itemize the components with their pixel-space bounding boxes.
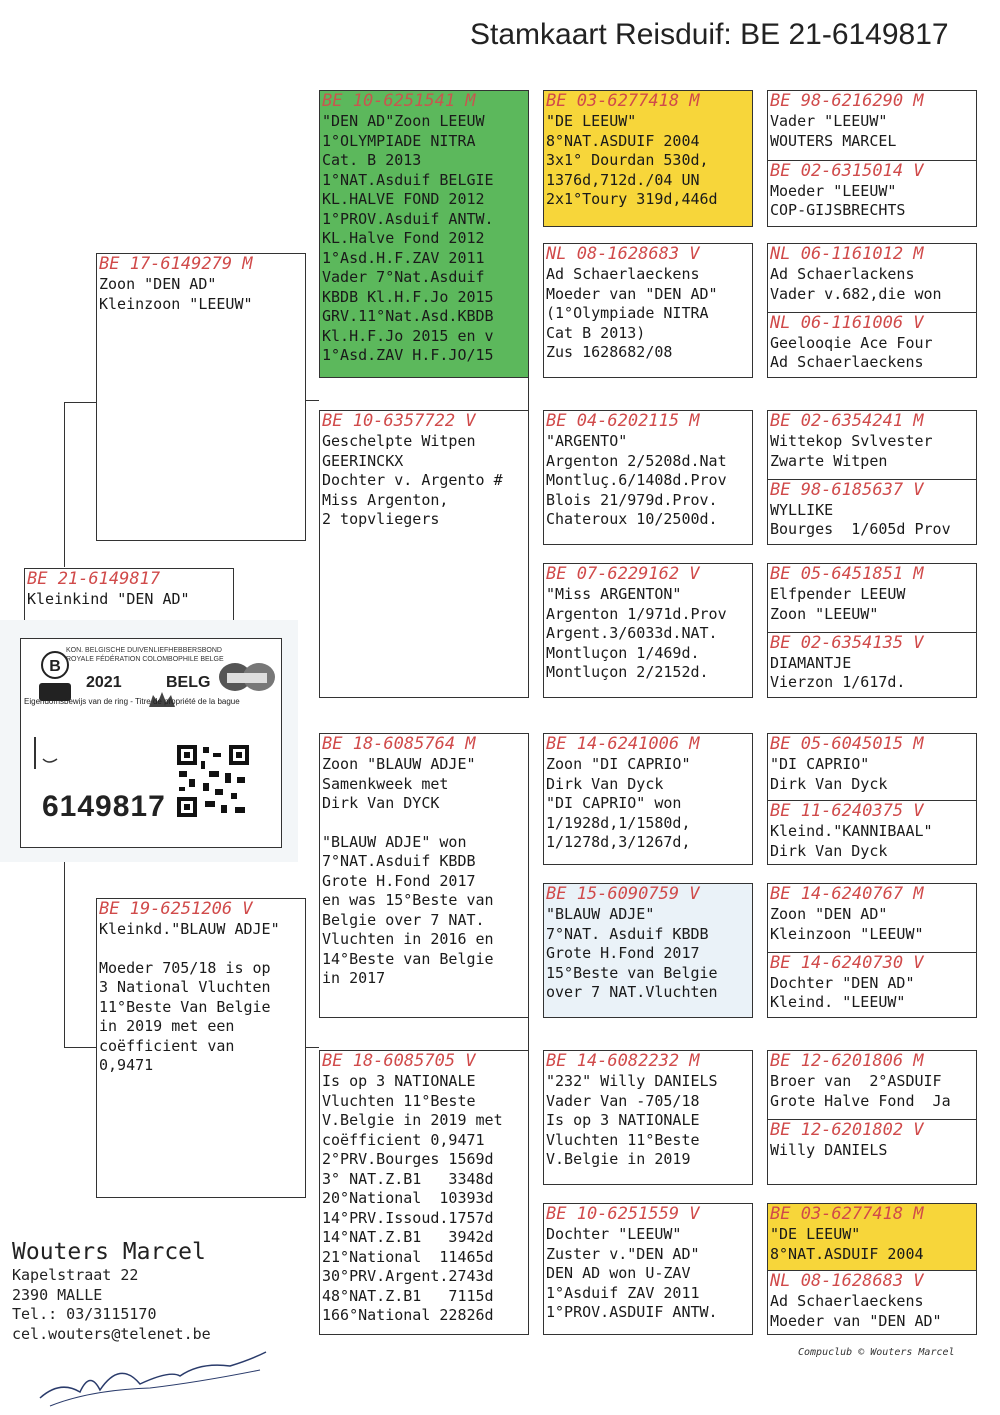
ring-number: NL 08-1628683 V	[770, 1271, 924, 1291]
g3-box	[543, 410, 753, 545]
sire-half	[768, 734, 976, 800]
svg-text:B: B	[49, 658, 61, 675]
g8-box	[543, 1203, 753, 1335]
pedigree-line: over 7 NAT.Vluchten	[546, 983, 718, 1001]
pedigree-line: en was 15°Beste van	[322, 891, 494, 909]
ring-number: BE 10-6357722 V	[322, 411, 476, 431]
ring-number: BE 19-6251206 V	[99, 899, 253, 919]
ring-mark-icon	[31, 735, 67, 779]
pedigree-line: Grote H.Fond 2017	[322, 871, 476, 890]
pedigree-line: Montluçon 2/2152d.	[546, 663, 709, 681]
pedigree-line: Geschelpte Witpen	[322, 432, 476, 450]
pedigree-line: Kleind."KANNIBAAL"	[770, 822, 933, 840]
ring-card-year: 2021	[86, 674, 122, 691]
pedigree-line: 14°NAT.Z.B1 3942d	[322, 1228, 494, 1246]
pedigree-line: Is op 3 NATIONALE	[322, 1072, 476, 1090]
ring-number: BE 10-6251541 M	[322, 91, 476, 111]
pedigree-line: 15°Beste van Belgie	[546, 963, 718, 982]
pedigree-line: DIAMANTJE	[770, 653, 852, 672]
pedigree-line: 30°PRV.Argent.2743d	[322, 1267, 494, 1285]
pedigree-line: Moeder van "DEN AD"	[546, 284, 718, 303]
sire-half	[768, 411, 976, 479]
ring-number: NL 06-1161012 M	[770, 244, 924, 264]
pedigree-line: Dirk Van Dyck	[546, 774, 664, 793]
pedigree-line	[320, 814, 528, 833]
pedigree-line: Dochter "LEEUW"	[546, 1225, 682, 1243]
page-title: Stamkaart Reisduif: BE 21-6149817	[470, 18, 949, 51]
pedigree-line: GRV.11°Nat.Asd.KBDB	[322, 307, 494, 325]
pedigree-line: Samenkweek met	[322, 774, 449, 793]
dam-half	[768, 479, 976, 545]
ring-number: BE 14-6082232 M	[546, 1051, 700, 1071]
pedigree-line: 21°National 11465d	[322, 1247, 494, 1266]
dam-half	[768, 632, 976, 698]
pedigree-line: 3 National Vluchten	[99, 978, 271, 996]
pedigree-line: Geelooqie Ace Four	[770, 333, 933, 352]
ring-number: BE 05-6451851 M	[770, 564, 924, 584]
ring-number: BE 02-6315014 V	[770, 160, 924, 181]
pedigree-line: "DE LEEUW"	[770, 1225, 861, 1243]
gg-pair-7	[767, 1050, 977, 1185]
connector	[305, 400, 319, 401]
pedigree-line: Is op 3 NATIONALE	[546, 1111, 700, 1129]
pedigree-line: Dirk Van DYCK	[322, 794, 440, 812]
subject-box	[24, 568, 234, 622]
owner-tel: Tel.: 03/3115170	[12, 1305, 157, 1323]
pedigree-line: Vader Van -705/18	[546, 1091, 700, 1110]
ring-number: BE 14-6240730 V	[770, 952, 924, 973]
owner-city: 2390 MALLE	[12, 1285, 103, 1304]
pedigree-line: Vader v.682,die won	[770, 284, 942, 303]
pedigree-line: "DEN AD"Zoon LEEUW	[322, 112, 485, 130]
pedigree-line: 1°PROV.ASDUIF ANTW.	[546, 1303, 718, 1321]
pedigree-line: 1°OLYMPIADE NITRA	[322, 131, 476, 150]
ring-number: BE 05-6045015 M	[770, 734, 924, 754]
ring-number: NL 06-1161006 V	[770, 312, 924, 333]
gg-pair-6	[767, 883, 977, 1018]
pigeons-logo-icon	[217, 653, 277, 697]
ring-number: BE 11-6240375 V	[770, 801, 924, 821]
gg-pair-5	[767, 733, 977, 865]
ring-number: BE 18-6085705 V	[322, 1051, 476, 1071]
pedigree-line: Dochter "DEN AD"	[770, 973, 915, 992]
pedigree-line: "ARGENTO"	[546, 432, 628, 450]
pedigree-line: 1°Asduif ZAV 2011	[546, 1283, 700, 1302]
pedigree-line: Dirk Van Dyck	[770, 841, 888, 860]
owner-email: cel.wouters@telenet.be	[12, 1324, 211, 1343]
gg-pair-8	[767, 1203, 977, 1335]
pedigree-line: Montluçon 1/469d.	[546, 643, 700, 662]
ring-number: BE 98-6185637 V	[770, 479, 924, 500]
pedigree-line: 2 topvliegers	[322, 510, 440, 528]
pedigree-line: 1/1928d,1/1580d,	[546, 813, 691, 832]
ring-card	[0, 620, 298, 862]
pedigree-line: coëfficient 0,9471	[322, 1130, 485, 1149]
ring-number: BE 03-6277418 M	[770, 1204, 924, 1224]
ff-box	[319, 90, 529, 378]
pedigree-line: 1376d,712d./04 UN	[546, 170, 700, 189]
pedigree-line: Ad Schaerlaeckens	[546, 265, 700, 283]
pedigree-line: (1°Olympiade NITRA	[546, 304, 709, 322]
pedigree-line: Vluchten in 2016 en	[322, 930, 494, 948]
pedigree-line: Zoon "BLAUW ADJE"	[322, 755, 476, 773]
pedigree-line: KBDB Kl.H.F.Jo 2015	[322, 287, 494, 306]
pedigree-line: KL.Halve Fond 2012	[322, 229, 485, 247]
pedigree-line: Broer van 2°ASDUIF	[770, 1072, 942, 1090]
pedigree-line: Bourges 1/605d Prov	[770, 520, 951, 538]
ring-number: BE 14-6240767 M	[770, 884, 924, 904]
connector	[64, 402, 65, 567]
pedigree-line: V.Belgie in 2019 met	[322, 1111, 503, 1129]
fm-box	[319, 410, 529, 698]
pedigree-line: 166°National 22826d	[322, 1306, 494, 1324]
pedigree-line: Grote H.Fond 2017	[546, 944, 700, 962]
pedigree-line: Vluchten 11°Beste	[322, 1091, 476, 1110]
pedigree-line: Moeder van "DEN AD"	[770, 1311, 942, 1330]
g6-box	[543, 883, 753, 1018]
dam-half	[768, 160, 976, 227]
connector	[64, 862, 65, 1047]
pedigree-line: Moeder "LEEUW"	[770, 181, 897, 200]
pedigree-line: 2x1°Toury 319d,446d	[546, 190, 718, 208]
dam-half	[768, 800, 976, 864]
pedigree-line: 14°PRV.Issoud.1757d	[322, 1208, 494, 1227]
pedigree-line: Argent.3/6033d.NAT.	[546, 624, 718, 642]
pedigree-line: Kleinzoon "LEEUW"	[99, 294, 253, 313]
ring-card-ownership: Eigendomsbewijs van de ring - Titre de propriété de la bague	[24, 697, 240, 706]
pedigree-line: Ad Schaerlackens	[770, 265, 915, 283]
pedigree-line: in 2017	[322, 969, 386, 987]
pedigree-line: 3° NAT.Z.B1 3348d	[322, 1169, 494, 1188]
pedigree-line: Zwarte Witpen	[770, 451, 888, 470]
signature-icon	[30, 1340, 270, 1410]
pedigree-line: 11°Beste Van Belgie	[99, 997, 271, 1016]
pedigree-line: Vader 7°Nat.Asduif	[322, 268, 485, 286]
pedigree-line: 1°PROV.Asduif ANTW.	[322, 209, 494, 228]
pedigree-line: Cat B 2013)	[546, 323, 646, 342]
sire-half	[768, 1204, 976, 1270]
pedigree-line: Dirk Van Dyck	[770, 774, 888, 793]
pedigree-line: Elfpender LEEUW	[770, 585, 906, 603]
ring-number: BE 21-6149817	[27, 569, 161, 589]
pedigree-line: DEN AD won U-ZAV	[546, 1264, 691, 1282]
pedigree-line: Blois 21/979d.Prov.	[546, 490, 718, 509]
ring-number: BE 12-6201806 M	[770, 1051, 924, 1071]
mother-box	[96, 898, 306, 1198]
pedigree-line: Moeder 705/18 is op	[99, 958, 271, 977]
dam-half	[768, 312, 976, 378]
ring-number: BE 17-6149279 M	[99, 254, 253, 274]
org-line-1: KON. BELGISCHE DUIVENLIEFHEBBERSBOND	[66, 647, 222, 654]
pedigree-line: Ad Schaerlaeckens	[770, 353, 924, 371]
pedigree-line: Chateroux 10/2500d.	[546, 510, 718, 528]
pedigree-line: Argenton 1/971d.Prov	[546, 604, 727, 623]
ring-card-org	[66, 646, 224, 664]
ring-number: BE 12-6201802 V	[770, 1119, 924, 1140]
pedigree-line: Kl.H.F.Jo 2015 en v	[322, 326, 494, 345]
pedigree-line: 1°Asd.ZAV H.F.JO/15	[322, 346, 494, 364]
owner-block	[12, 1238, 211, 1344]
ring-number: BE 02-6354135 V	[770, 632, 924, 653]
dam-half	[768, 952, 976, 1018]
g5-box	[543, 733, 753, 865]
pedigree-line: 2°PRV.Bourges 1569d	[322, 1150, 494, 1168]
sire-half	[768, 1051, 976, 1119]
pedigree-line: Argenton 2/5208d.Nat	[546, 451, 727, 470]
pedigree-line: Miss Argenton,	[322, 490, 449, 509]
ring-card-number: 6149817	[42, 790, 166, 823]
pedigree-line: V.Belgie in 2019	[546, 1150, 691, 1168]
pedigree-line: Zoon "DI CAPRIO"	[546, 755, 691, 773]
pedigree-line: Dochter v. Argento #	[322, 471, 503, 489]
g2-box	[543, 243, 753, 378]
pedigree-line: GEERINCKX	[322, 451, 404, 470]
pedigree-line: COP-GIJSBRECHTS	[770, 201, 906, 219]
pedigree-line: WOUTERS MARCEL	[770, 131, 897, 150]
pedigree-line: 1°NAT.Asduif BELGIE	[322, 170, 494, 189]
connector	[305, 1047, 319, 1048]
g7-box	[543, 1050, 753, 1185]
ring-number: BE 15-6090759 V	[546, 884, 700, 904]
pedigree-line: Zus 1628682/08	[546, 343, 673, 361]
ring-card-country: BELG	[166, 674, 211, 691]
pedigree-line: Vierzon 1/617d.	[770, 673, 906, 691]
g1-box	[543, 90, 753, 227]
pedigree-line: 14°Beste van Belgie	[322, 949, 494, 968]
pedigree-line: Grote Halve Fond Ja	[770, 1091, 951, 1110]
pedigree-line: 1/1278d,3/1267d,	[546, 833, 691, 851]
pedigree-line: Wittekop Svlvester	[770, 432, 933, 450]
pedigree-line: Ad Schaerlaeckens	[770, 1292, 924, 1310]
pedigree-line: "232" Willy DANIELS	[546, 1072, 718, 1090]
pedigree-line	[97, 940, 305, 959]
pedigree-line: "BLAUW ADJE"	[546, 905, 655, 923]
pedigree-line: Zoon "DEN AD"	[99, 275, 217, 293]
pedigree-line: 1°Asd.H.F.ZAV 2011	[322, 248, 485, 267]
pedigree-line: Kleinkind "DEN AD"	[27, 590, 190, 608]
pedigree-line: Belgie over 7 NAT.	[322, 910, 485, 929]
org-line-2: ROYALE FÉDÉRATION COLOMBOPHILE BELGE	[66, 656, 224, 663]
pedigree-line: 8°NAT.ASDUIF 2004	[770, 1244, 924, 1263]
ring-number: BE 07-6229162 V	[546, 564, 700, 584]
gg-pair-1	[767, 90, 977, 227]
pedigree-line: 8°NAT.ASDUIF 2004	[546, 131, 700, 150]
father-box	[96, 253, 306, 541]
ring-number: BE 18-6085764 M	[322, 734, 476, 754]
pedigree-line: Kleind. "LEEUW"	[770, 993, 906, 1011]
gg-pair-2	[767, 243, 977, 378]
mf-box	[319, 733, 529, 1018]
pedigree-line: Zoon "LEEUW"	[770, 604, 879, 623]
pedigree-line: 48°NAT.Z.B1 7115d	[322, 1286, 494, 1305]
pedigree-line: Zuster v."DEN AD"	[546, 1244, 700, 1263]
pedigree-line: "DI CAPRIO" won	[546, 794, 682, 812]
mm-box	[319, 1050, 529, 1335]
pedigree-line: in 2019 met een	[99, 1017, 235, 1035]
ring-number: BE 03-6277418 M	[546, 91, 700, 111]
pedigree-line: "Miss ARGENTON"	[546, 585, 682, 603]
pedigree-line: KL.HALVE FOND 2012	[322, 190, 485, 208]
pedigree-line: "DE LEEUW"	[546, 112, 637, 130]
gg-pair-3	[767, 410, 977, 545]
gg-pair-4	[767, 563, 977, 698]
sire-half	[768, 244, 976, 312]
dam-half	[768, 1119, 976, 1185]
connector	[64, 402, 96, 403]
pedigree-line: "BLAUW ADJE" won	[322, 832, 467, 851]
pedigree-line: 7°NAT.Asduif KBDB	[322, 852, 476, 870]
pedigree-line: Zoon "DEN AD"	[770, 905, 888, 923]
pedigree-line: 7°NAT. Asduif KBDB	[546, 924, 709, 943]
pedigree-line: coëfficient van	[99, 1036, 235, 1055]
dam-half	[768, 1270, 976, 1334]
sire-half	[768, 91, 976, 160]
ring-number: BE 14-6241006 M	[546, 734, 700, 754]
connector	[64, 1047, 96, 1048]
pedigree-line: Kleinzoon "LEEUW"	[770, 924, 924, 943]
ring-number: BE 10-6251559 V	[546, 1204, 700, 1224]
pedigree-line: 20°National 10393d	[322, 1189, 494, 1207]
footer-credit: Compuclub © Wouters Marcel	[798, 1347, 955, 1358]
pedigree-line: Vader "LEEUW"	[770, 112, 888, 130]
g4-box	[543, 563, 753, 698]
pedigree-line: WYLLIKE	[770, 500, 834, 519]
ring-number: BE 02-6354241 M	[770, 411, 924, 431]
sire-half	[768, 884, 976, 952]
pedigree-line: Willy DANIELS	[770, 1140, 888, 1159]
pedigree-line: Kleinkd."BLAUW ADJE"	[99, 920, 280, 938]
pedigree-line: "DI CAPRIO"	[770, 755, 870, 773]
pedigree-line: Vluchten 11°Beste	[546, 1130, 700, 1149]
pedigree-line: 3x1° Dourdan 530d,	[546, 151, 709, 169]
pedigree-line: 0,9471	[99, 1056, 154, 1074]
owner-name: Wouters Marcel	[12, 1239, 206, 1265]
ring-number: BE 98-6216290 M	[770, 91, 924, 111]
pedigree-line: Cat. B 2013	[322, 151, 422, 169]
owner-street: Kapelstraat 22	[12, 1266, 139, 1284]
sire-half	[768, 564, 976, 632]
ring-number: BE 04-6202115 M	[546, 411, 700, 431]
ring-number: NL 08-1628683 V	[546, 244, 700, 264]
qr-code-icon	[175, 743, 251, 819]
pedigree-line: Montluç.6/1408d.Prov	[546, 471, 727, 489]
